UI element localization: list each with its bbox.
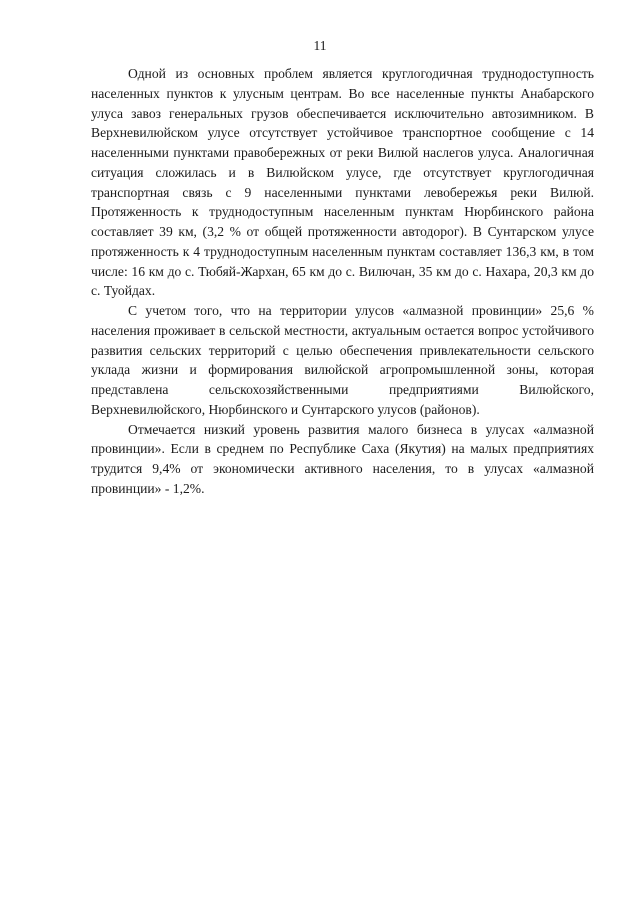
document-body: [91, 64, 594, 499]
paragraph-small-business: Отмечается низкий уровень развития малого бизнеса в улусах «алмазной провинции». Если в среднем по Республике Саха (Якутия) на малых предприятиях трудится 9,4% от экономически активного населения, то в улусах «алмазной провинции» - 1,2%.: [91, 421, 594, 496]
page-number: 11: [313, 38, 327, 53]
paragraph-rural-development: С учетом того, что на территории улусов «алмазной провинции» 25,6 % населения проживает в сельской местности, актуальным остается вопрос устойчивого развития сельских территорий с целью обеспечения привлекательности сельского уклада жизни и формирования вилюйской агропромышленной зоны, которая представлена сельскохозяйственными предприятиями Вилюйского, Верхневилюйского, Нюрбинского и Сунтарского улусов (районов).: [91, 303, 594, 417]
paragraph-transport-accessibility: Одной из основных проблем является круглогодичная труднодоступность населенных пунктов к улусным центрам. Во все населенные пункты Анабарского улуса завоз генеральных грузов обеспечивается исключительно автозимником. В Верхневилюйском улусе отсутствует устойчивое транспортное сообщение с 14 населенными пунктами правобережных от реки Вилюй наслегов улуса. Аналогичная ситуация сложилась и в Вилюйском улусе, где отсутствует круглогодичная транспортная связь с 9 населенными пунктами левобережья реки Вилюй. Протяженность к труднодоступным населенным пунктам Нюрбинского района составляет 39 км, (3,2 % от общей протяженности автодорог). В Сунтарском улусе протяженность к 4 труднодоступным населенным пунктам составляет 136,3 км, в том числе: 16 км до с. Тюбяй-Жархан, 65 км до с. Вилючан, 35 км до с. Нахара, 20,3 км до с. Туойдах.: [91, 66, 594, 299]
